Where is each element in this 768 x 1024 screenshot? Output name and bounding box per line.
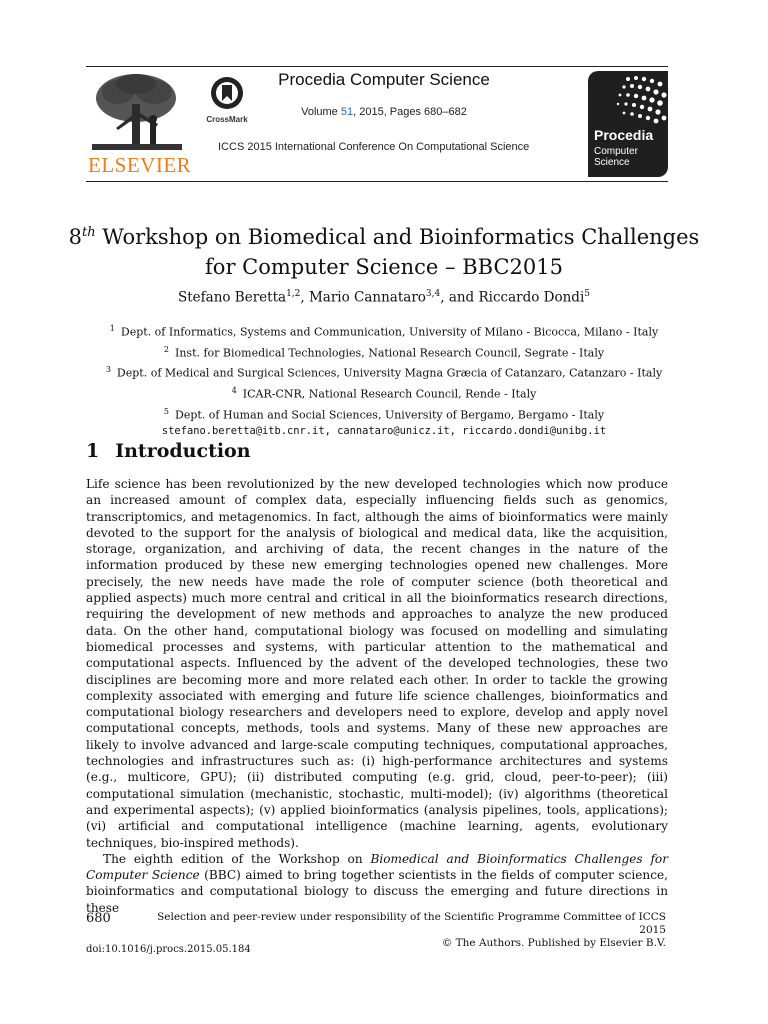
procedia-logo-title: Procedia xyxy=(594,127,654,143)
volume-prefix: Volume xyxy=(301,106,341,118)
section-title: Introduction xyxy=(115,440,251,462)
affiliations xyxy=(60,320,708,440)
header-bottom-rule xyxy=(86,181,668,182)
paper-title-line1 xyxy=(60,218,708,252)
author-1: Stefano Beretta xyxy=(177,289,287,306)
paragraph-2-start: The eighth edition of the Workshop on xyxy=(103,851,371,866)
paragraph-2-italic: Biomedical and Bioinformatics Challenges for Computer Science xyxy=(86,851,668,883)
affiliation-text: Dept. of Informatics, Systems and Communication, University of Milano - Bicocca, Milano - Italy xyxy=(120,325,659,339)
affiliation-line xyxy=(60,341,708,362)
procedia-logo-sub2: Science xyxy=(594,157,630,168)
volume-suffix: , 2015, Pages 680–682 xyxy=(353,106,467,118)
affiliation-text: ICAR-CNR, National Research Council, Rende - Italy xyxy=(242,387,537,401)
paragraph-2-rest: (BBC) aimed to bring together scientists in the fields of computer science, bioinformatics and computational biology to discuss the emerging and future directions in these xyxy=(86,868,668,915)
affiliation-line xyxy=(60,382,708,403)
affiliation-number: 5 xyxy=(163,406,170,416)
author-2: , Mario Cannataro xyxy=(300,289,426,306)
doi-link[interactable]: doi:10.1016/j.procs.2015.05.184 xyxy=(86,944,251,955)
paragraph-1: Life science has been revolutionized by the new developed technologies which now produce an increased amount of complex data, especially influencing fields such as genomics, transcriptomics, and metagenomics. In fact, although the aims of bioinformatics were mainly devoted to the support for the analysis of biological and medical data, like the acquisition, storage, organization, and archiving of data, the recent changes in the nature of the information produced by these new emerging technologies opened new challenges. More precisely, the new needs have made the role of computer science (both theoretical and applied aspects) much more central and critical in all the bioinformatics research directions, requiring the development of new methods and approaches to analyze the new produced data. On the other hand, computational biology was focused on modelling and simulating biomedical processes and systems, with particular attention to the mathematical and computational aspects. Influenced by the advent of the developed technologies, these two disciplines are becoming more and more related each other. In order to tackle the growing complexity associated with emerging and future life science challenges, bioinformatics and computational biology researchers and developers need to explore, develop and apply novel computational concepts, methods, tools and systems. Many of these new approaches are likely to involve advanced and large-scale computing techniques, computational approaches, technologies and infrastructures such as: (i) high-performance architectures and systems (e.g., multicore, GPU); (ii) distributed computing (e.g. grid, cloud, peer-to-peer); (iii) computational simulation (mechanistic, stochastic, multi-model); (iv) algorithms (theoretical and experimental aspects); (v) applied bioinformatics (analysis pipelines, tools, applications); (vi) artificial and computational intelligence (machine learning, agents, evolutionary techniques, bio-inspired methods). xyxy=(86,477,668,850)
volume-link[interactable]: 51 xyxy=(340,106,354,118)
author-emails[interactable]: stefano.beretta@itb.cnr.it, cannataro@unicz.it, riccardo.dondi@unibg.it xyxy=(161,425,607,438)
author-3-sup: 5 xyxy=(584,289,590,299)
review-line-1: Selection and peer-review under responsibility of the Scientific Programme Committee of ICCS 2015 xyxy=(157,911,666,936)
title-line1-text: Workshop on Biomedical and Bioinformatics Challenges xyxy=(95,225,700,249)
affiliation-line xyxy=(60,403,708,424)
paper-title-line2: for Computer Science – BBC2015 xyxy=(205,255,563,279)
procedia-logo xyxy=(588,71,668,177)
dot-pattern-icon xyxy=(588,71,668,127)
section-heading xyxy=(86,440,251,462)
affiliation-number: 2 xyxy=(163,344,169,354)
affiliation-text: Dept. of Medical and Surgical Sciences, University Magna Græcia of Catanzaro, Catanzaro - Italy xyxy=(116,366,663,380)
body-text xyxy=(86,476,668,916)
author-2-sup: 3,4 xyxy=(425,289,441,299)
header-top-rule xyxy=(86,66,668,67)
affiliation-number: 3 xyxy=(105,365,111,375)
author-1-sup: 1,2 xyxy=(286,289,301,299)
conference-name: ICCS 2015 International Conference On Computational Science xyxy=(218,141,530,153)
paper-title xyxy=(60,218,708,282)
author-list xyxy=(0,289,768,306)
affiliation-line xyxy=(60,320,708,341)
journal-name: Procedia Computer Science xyxy=(278,70,490,89)
affiliation-text: Inst. for Biomedical Technologies, National Research Council, Segrate - Italy xyxy=(175,346,605,360)
title-number: 8 xyxy=(68,225,83,249)
page-number: 680 xyxy=(86,911,111,926)
publisher-wordmark: ELSEVIER xyxy=(88,153,192,177)
author-3: , and Riccardo Dondi xyxy=(440,289,585,306)
affiliation-number: 4 xyxy=(231,385,237,395)
section-number: 1 xyxy=(86,440,100,462)
affiliation-number: 1 xyxy=(109,324,115,333)
review-line-2: © The Authors. Published by Elsevier B.V. xyxy=(441,937,666,949)
affiliation-line xyxy=(60,361,708,382)
crossmark-label: CrossMark xyxy=(206,115,248,124)
paragraph-2 xyxy=(86,851,668,916)
title-sup: th xyxy=(82,225,96,240)
affiliation-text: Dept. of Human and Social Sciences, University of Bergamo, Bergamo - Italy xyxy=(175,408,605,422)
procedia-logo-subtitle xyxy=(594,146,638,168)
procedia-logo-sub1: Computer xyxy=(594,146,638,157)
